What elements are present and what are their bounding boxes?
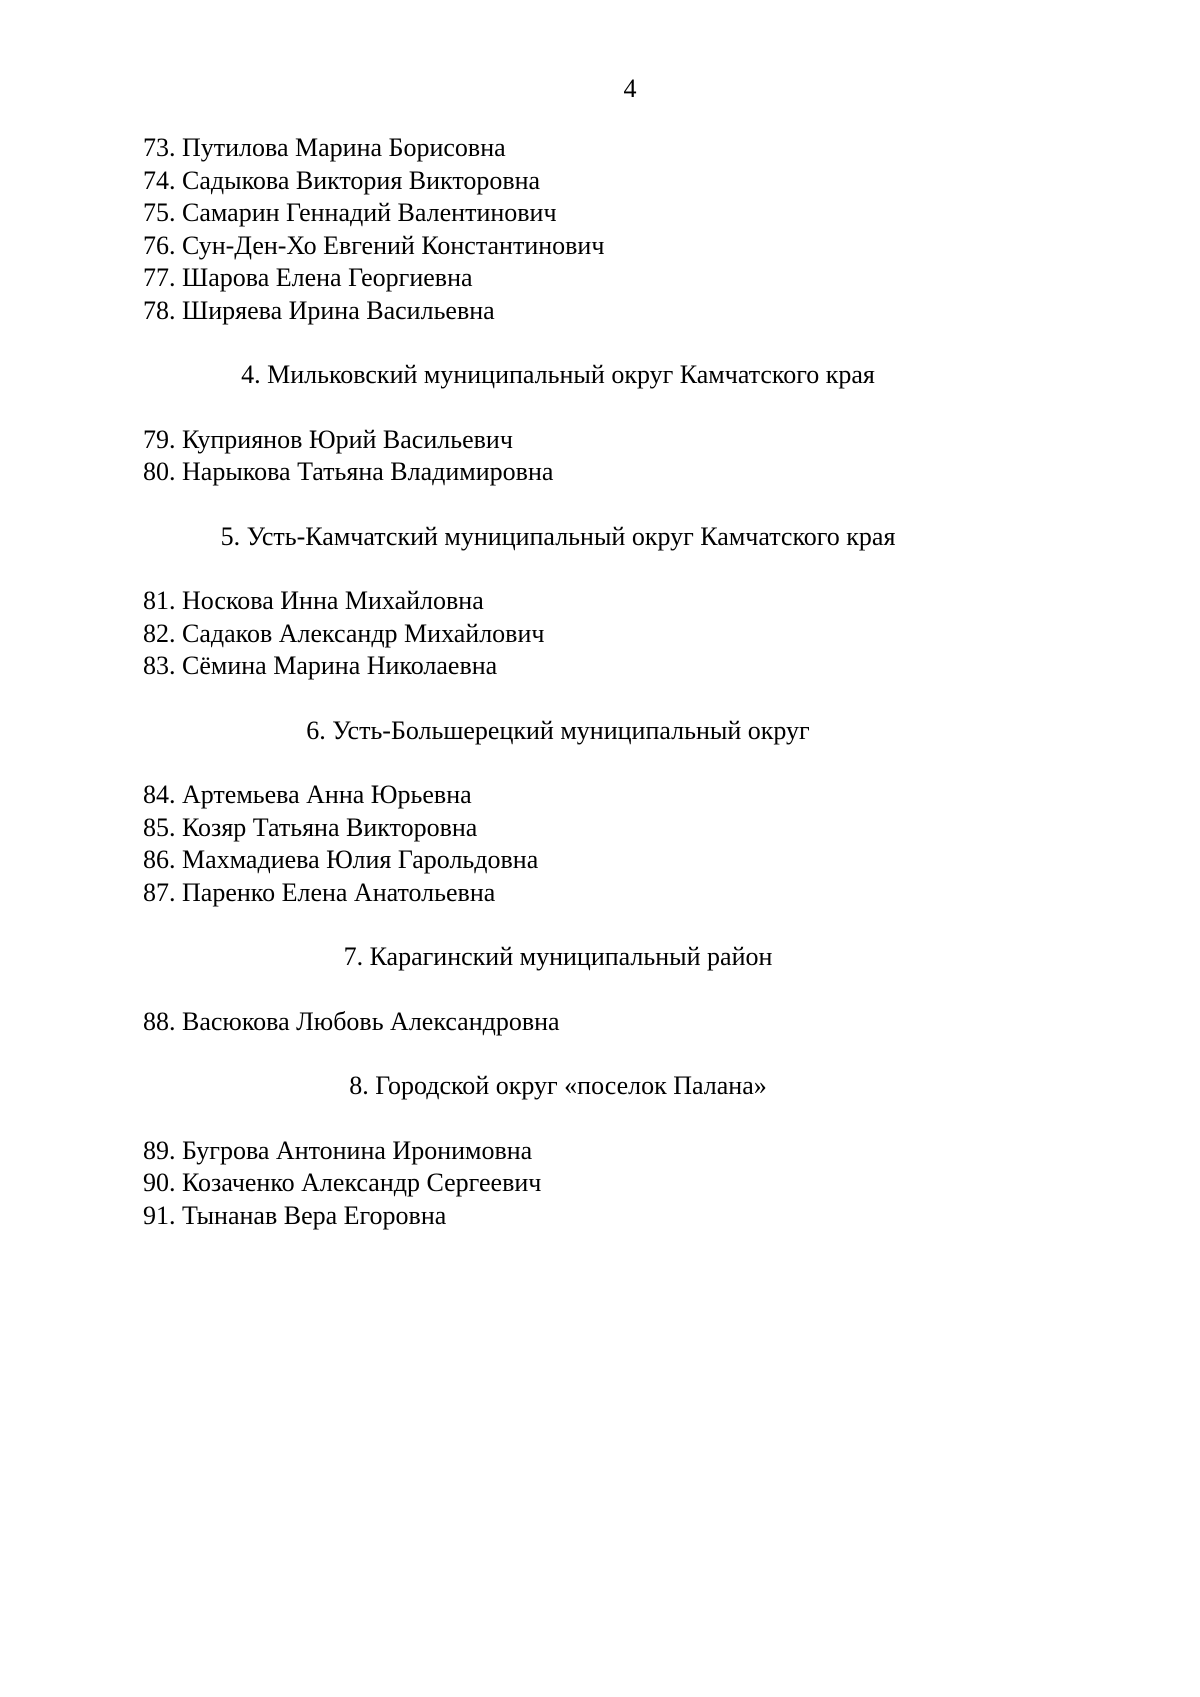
section-heading: 8. Городской округ «поселок Палана» [349,1071,767,1100]
list-item: 80. Нарыкова Татьяна Владимировна [143,457,554,486]
list-group [143,941,1043,1038]
list-item: 88. Васюкова Любовь Александровна [143,1006,560,1036]
list-item: 75. Самарин Геннадий Валентинович [143,198,557,227]
list-item: 77. Шарова Елена Георгиевна [143,263,473,292]
list-item: 78. Ширяева Ирина Васильевна [143,295,495,325]
list-item: 73. Путилова Марина Борисовна [143,133,506,162]
list-item: 79. Куприянов Юрий Васильевич [143,424,513,454]
list-item: 82. Садаков Александр Михайлович [143,618,545,648]
list-item: 76. Сун-Ден-Хо Евгений Константинович [143,230,605,260]
section-heading: 6. Усть-Большерецкий муниципальный округ [306,715,810,745]
list-group [143,132,1043,327]
section-heading: 4. Мильковский муниципальный округ Камчатского края [241,360,875,389]
list-item: 74. Садыкова Виктория Викторовна [143,165,541,195]
list-item: 86. Махмадиева Юлия Гарольдовна [143,845,539,874]
list-item: 91. Тынанав Вера Егоровна [143,1200,447,1230]
list-item: 90. Козаченко Александр Сергеевич [143,1168,542,1197]
list-item: 85. Козяр Татьяна Викторовна [143,812,478,842]
list-item: 87. Паренко Елена Анатольевна [143,877,496,907]
list-group [143,1070,1043,1232]
page-number: 4 [623,74,637,103]
list-item: 83. Сёмина Марина Николаевна [143,651,498,680]
list-item: 89. Бугрова Антонина Иронимовна [143,1135,533,1165]
list-group [143,359,1043,489]
section-heading: 7. Карагинский муниципальный район [343,942,773,971]
list-group [143,521,1043,683]
list-group [143,715,1043,910]
list-item: 81. Носкова Инна Михайловна [143,586,484,615]
list-item: 84. Артемьева Анна Юрьевна [143,780,472,809]
section-heading: 5. Усть-Камчатский муниципальный округ Камчатского края [220,521,896,551]
document-content [143,132,1043,1232]
